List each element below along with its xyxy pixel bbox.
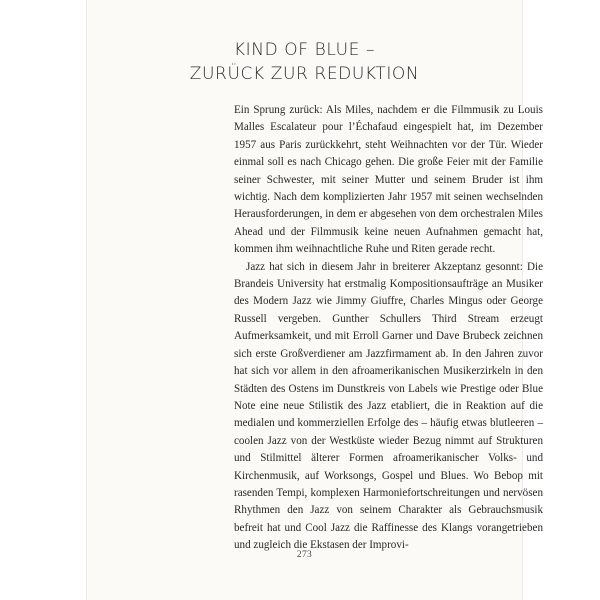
chapter-title-line-1: KIND OF BLUE – bbox=[233, 40, 376, 60]
paragraph-1: Ein Sprung zurück: Als Miles, nachdem er die Filmmusik zu Louis Malles Escalateur pour l’Échafaud eingespielt hat, im Dezember 1957 aus Paris zurückkehrt, steht Weihnachten vor der Tür. Wieder einmal soll es nach Chicago gehen. Die große Feier mit der Familie seiner Schwester, mit seiner Mutter und seinem Bruder ist ihm wichtig. Nach dem komplizierten Jahr 1957 mit seinen wechselnden Herausforderungen, in dem er abgesehen von dem orchestralen Miles Ahead und der Filmmusik keine neuen Aufnahmen gemacht hat, kommen ihm weihnachtliche Ruhe und Riten gerade recht. bbox=[234, 104, 543, 256]
page-number: 273 bbox=[296, 550, 313, 560]
body-text bbox=[234, 102, 543, 555]
book-page bbox=[86, 0, 543, 600]
chapter-title-line-2: ZURÜCK ZUR REDUKTION bbox=[189, 64, 420, 84]
chapter-title bbox=[87, 38, 522, 86]
paragraph-2: Jazz hat sich in diesem Jahr in breiterer Akzeptanz gesonnt: Die Brandeis University hat erstmalig Kompositionsaufträge an Musiker des Modern Jazz wie Jimmy Giuffre, Charles Mingus oder George Russell vergeben. Gunther Schullers Third Stream erzeugt Aufmerksamkeit, und mit Erroll Garner und Dave Brubeck zeichnen sich erste Großverdiener am Jazzfirmament ab. In den Jahren zuvor hat sich vor allem in den afroamerikanischen Musikerzirkeln in den Städten des Ostens im Dunstkreis von Labels wie Prestige oder Blue Note eine neue Stilistik des Jazz etabliert, die in Reaktion auf die medialen und kommerziellen Erfolge des – häufig etwas blutleeren – coolen Jazz von der Westküste wieder Bezug nimmt auf Strukturen und Stilmittel älterer Formen afroamerikanischer Volks- und Kirchenmusik, auf Worksongs, Gospel und Blues. Wo Bebop mit rasenden Tempi, komplexen Harmoniefortschreitungen und nervösen Rhythmen den Jazz von seinem Charakter als Gebrauchsmusik befreit hat und Cool Jazz die Raffinesse des Klangs vorangetrieben und zugleich die Ekstasen der Improvi- bbox=[234, 260, 543, 552]
